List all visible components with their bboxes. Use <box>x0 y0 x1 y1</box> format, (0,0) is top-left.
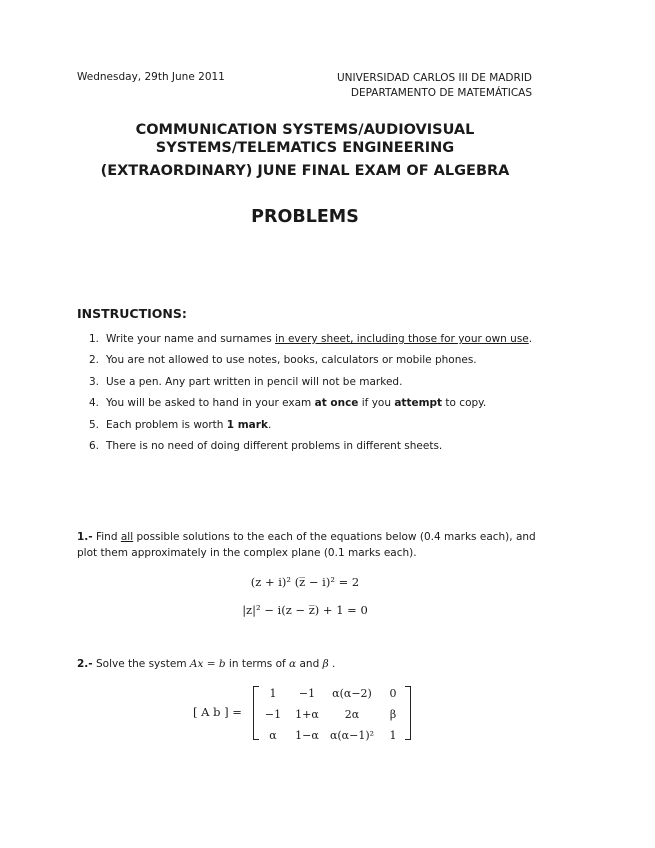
matrix-cell: 1 <box>389 729 397 742</box>
matrix-cell: −1 <box>264 708 282 721</box>
matrix-cell: 1−α <box>295 729 319 742</box>
department-name: DEPARTAMENTO DE MATEMÁTICAS <box>350 87 532 99</box>
instructions-heading: INSTRUCTIONS: <box>77 306 187 321</box>
matrix-cell: α(α−2) <box>332 687 372 700</box>
exam-date: Wednesday, 29th June 2011 <box>77 71 225 83</box>
problem-2-statement: 2.- Solve the system Ax = b in terms of α and β . <box>77 658 336 670</box>
matrix-row <box>258 683 408 704</box>
matrix-cell: α <box>269 729 277 742</box>
matrix-row <box>258 725 408 746</box>
problem-1-equation-2: |z|² − i(z − z̅) + 1 = 0 <box>242 603 368 617</box>
matrix-label: [ A b ] = <box>193 705 242 719</box>
matrix-cell: α(α−1)² <box>329 729 375 742</box>
matrix-row <box>258 704 408 725</box>
matrix-right-bracket <box>405 686 411 740</box>
matrix-cell: 2α <box>344 708 360 721</box>
title-line-3: (EXTRAORDINARY) JUNE FINAL EXAM OF ALGEBRA <box>100 163 510 179</box>
matrix-cell: 1+α <box>295 708 319 721</box>
instruction-item: 2. You are not allowed to use notes, books, calculators or mobile phones. <box>89 354 477 367</box>
instruction-item: 6. There is no need of doing different problems in different sheets. <box>89 439 443 452</box>
augmented-matrix <box>258 683 408 746</box>
instruction-item: 4. You will be asked to hand in your exam at once if you attempt to copy. <box>89 397 487 410</box>
problem-1-equation-1: (z + i)² (z̅ − i)² = 2 <box>250 575 360 589</box>
title-line-1: COMMUNICATION SYSTEMS/AUDIOVISUAL <box>135 122 475 138</box>
matrix-cell: 0 <box>389 687 397 700</box>
matrix-cell: β <box>389 708 397 721</box>
institution-header <box>337 71 532 101</box>
title-line-2: SYSTEMS/TELEMATICS ENGINEERING <box>155 140 455 156</box>
instruction-item: 5. Each problem is worth 1 mark. <box>89 418 272 431</box>
problem-1-statement: 1.- Find all possible solutions to the each of the equations below (0.4 marks each), and plot them approximately in the complex plane (0.1 marks each). <box>77 531 536 559</box>
section-title: PROBLEMS <box>251 207 359 227</box>
matrix-cell: 1 <box>269 687 277 700</box>
instruction-item: 3. Use a pen. Any part written in pencil will not be marked. <box>89 375 403 388</box>
matrix-cell: −1 <box>298 687 316 700</box>
instruction-item: 1. Write your name and surnames in every sheet, including those for your own use. <box>89 333 533 345</box>
instructions-list <box>89 331 532 459</box>
university-name: UNIVERSIDAD CARLOS III DE MADRID <box>336 72 532 84</box>
